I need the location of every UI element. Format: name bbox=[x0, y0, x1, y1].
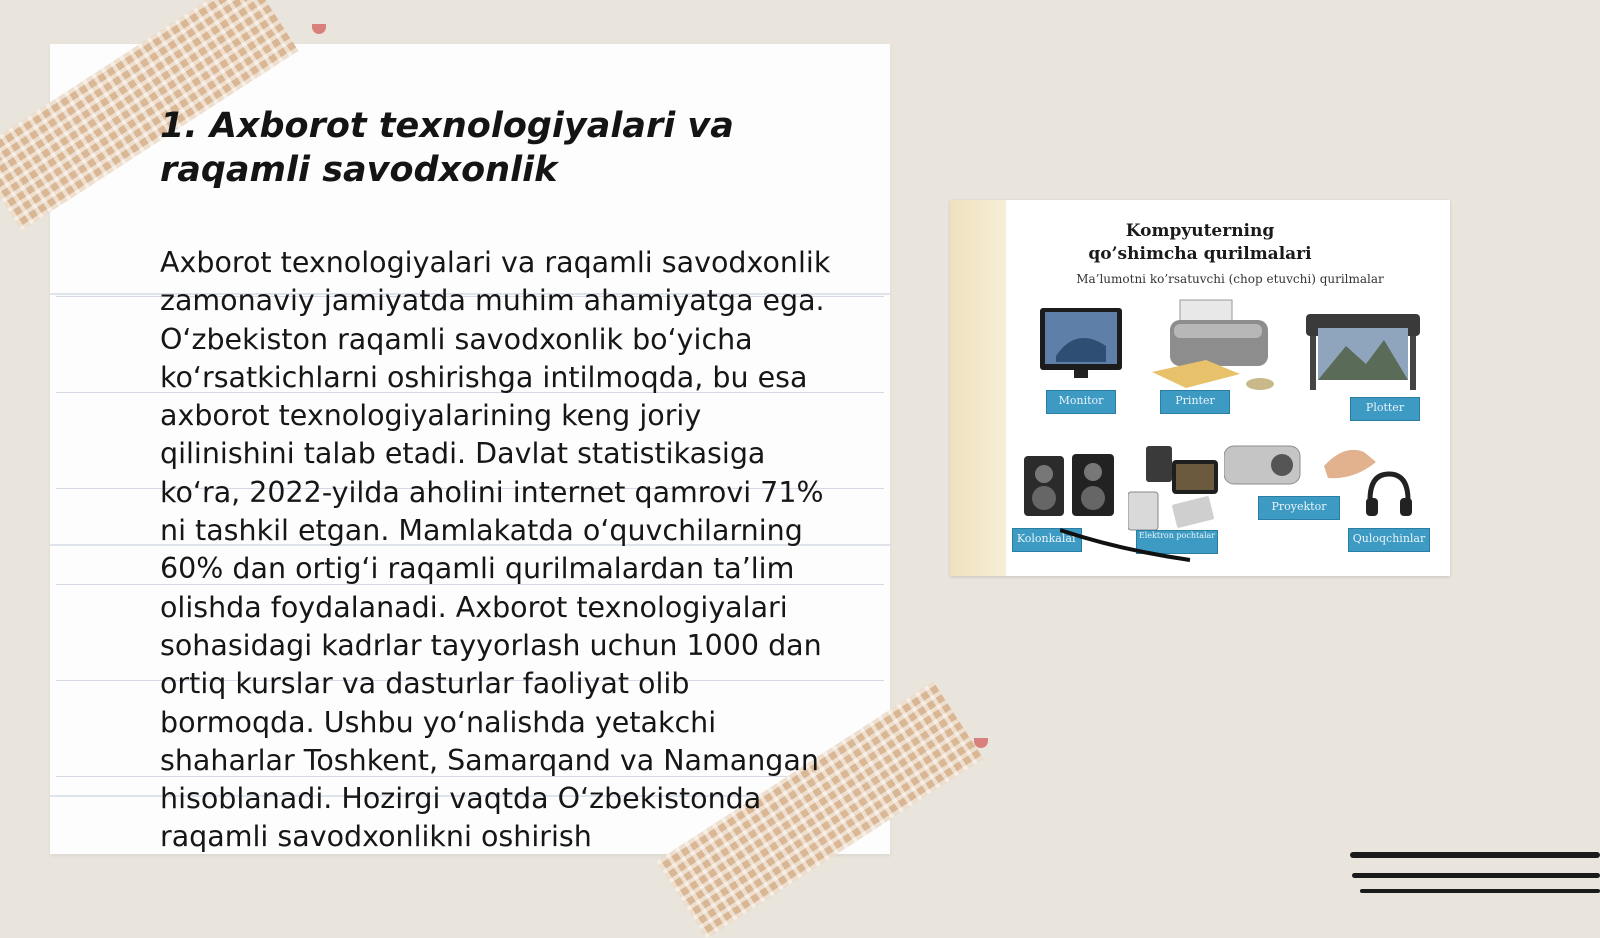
speakers-icon bbox=[1022, 452, 1118, 518]
plotter-icon bbox=[1306, 312, 1420, 392]
monitor-icon bbox=[1036, 306, 1126, 384]
label-plotter: Plotter bbox=[1350, 397, 1420, 421]
printer-icon bbox=[1152, 298, 1276, 394]
brush-stroke bbox=[1350, 852, 1600, 858]
ereader-icon bbox=[1128, 446, 1234, 532]
tape-pin bbox=[312, 24, 326, 34]
label-ereader: Elektron pochtalar bbox=[1136, 530, 1218, 554]
peripherals-image bbox=[950, 200, 1450, 576]
label-speakers: Kolonkalar bbox=[1012, 528, 1082, 552]
slide-body-text: Axborot texnologiyalari va raqamli savodxonlik zamonaviy jamiyatda muhim ahamiyatga ega. O‘zbekiston raqamli savodxonlik bo‘yicha ko‘rsatkichlarni oshirishga intilmoqda, bu esa axborot texnologiyalarining keng joriy qilinishini talab etadi. Davlat statistikasiga ko‘ra, 2022-yilda aholini internet qamrovi 71% ni tashkil etgan. Mamlakatda o‘quvchilarning 60% dan ortig‘i raqamli qurilmalardan ta’lim olishda foydalanadi. Axborot texnologiyalari sohasidagi kadrlar tayyorlash uchun 1000 dan ortiq kurslar va dasturlar faoliyat olib bormoqda. Ushbu yo‘nalishda yetakchi shaharlar Toshkent, Samarqand va Namangan hisoblanadi. Hozirgi vaqtda O‘zbekistonda raqamli savodxonlikni oshirish bbox=[160, 246, 831, 854]
headphones-icon bbox=[1364, 470, 1414, 520]
cable-icon bbox=[1060, 526, 1200, 566]
label-printer: Printer bbox=[1160, 390, 1230, 414]
brush-stroke bbox=[1360, 889, 1600, 893]
label-monitor: Monitor bbox=[1046, 390, 1116, 414]
image-background-strip bbox=[950, 200, 1006, 576]
label-projector: Proyektor bbox=[1258, 496, 1340, 520]
image-subtitle: Ma’lumotni ko’rsatuvchi (chop etuvchi) qurilmalar bbox=[1076, 272, 1384, 286]
tape-pin bbox=[974, 738, 988, 748]
label-headphones: Qulоqchinlar bbox=[1348, 528, 1430, 552]
slide-title: 1. Axborot texnologiyalari va raqamli savodxonlik bbox=[160, 106, 734, 190]
image-title: Kompyuterning qo’shimcha qurilmalari bbox=[1088, 221, 1312, 264]
brush-stroke bbox=[1352, 873, 1600, 878]
